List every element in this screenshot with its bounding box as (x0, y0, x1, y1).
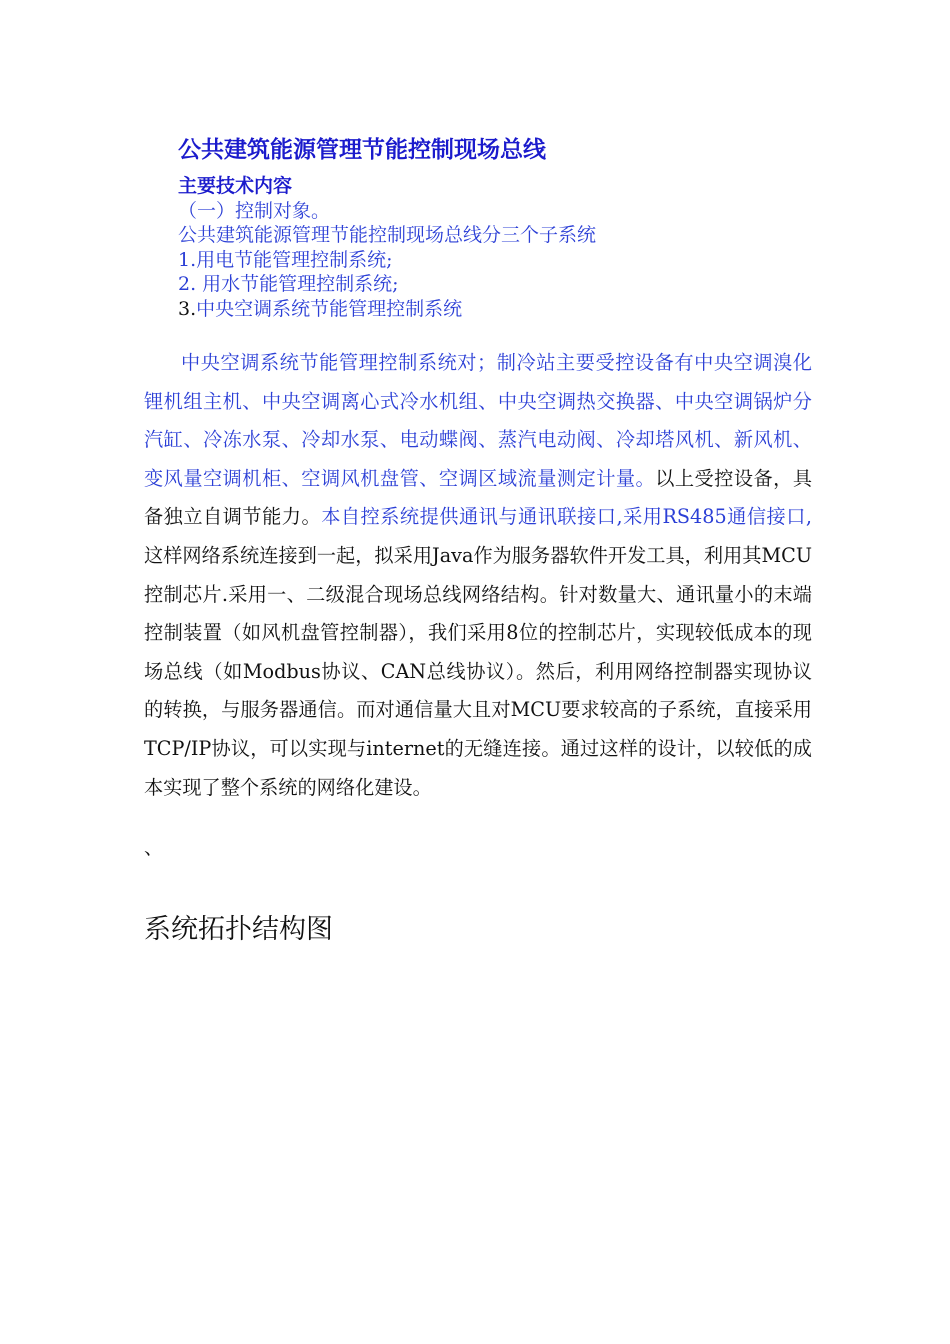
main-paragraph (144, 344, 812, 807)
paragraph-interface: 本自控系统提供通讯与通讯联接口,采用RS485通信接口, (321, 505, 813, 529)
subsystem-item-1-number: 1. (178, 248, 197, 271)
subsystem-item-1 (178, 248, 818, 273)
subsystems-summary-line: 公共建筑能源管理节能控制现场总线分三个子系统 (178, 224, 597, 246)
paragraph-network-design: 这样网络系统连接到一起，拟采用Java作为服务器软件开发工具，利用其MCU控制芯片.采用一、二级混合现场总线网络结构。针对数量大、通讯量小的末端控制装置（如风机盘管控制器），我们采用8位的控制芯片，实现较低成本的现场总线（如Modbus协议、CAN总线协议）。然后，利用网络控制器实现协议的转换，与服务器通信。而对通信量大且对MCU要求较高的子系统，直接采用TCP/IP协议，可以实现与internet的无缝连接。通过这样的设计，以较低的成本实现了整个系统的网络化建设。 (144, 543, 812, 799)
subsystem-item-1-text: 用电节能管理控制系统; (196, 248, 393, 271)
intro-block (178, 174, 818, 321)
subsystem-item-3-number: 3. (178, 297, 197, 320)
control-objects-line: （一）控制对象。 (178, 199, 331, 222)
subsystem-item-2: 2. 用水节能管理控制系统; (178, 273, 399, 295)
subsystem-item-3 (178, 297, 818, 322)
topology-diagram-title: 系统拓扑结构图 (144, 914, 333, 945)
paragraph-equipment-list: 中央空调系统节能管理控制系统对；制冷站主要受控设备有中央空调溴化锂机组主机、中央空调离心式冷水机组、中央空调热交换器、中央空调锅炉分汽缸、冷冻水泵、冷却水泵、电动蝶阀、蒸汽电动阀、冷却塔风机、新风机、变风量空调机柜、空调风机盘管、空调区域流量测定计量。 (144, 351, 812, 490)
subsystem-item-3-text: 中央空调系统节能管理控制系统 (196, 297, 463, 320)
section-subhead: 主要技术内容 (178, 175, 293, 197)
document-title: 公共建筑能源管理节能控制现场总线 (178, 137, 546, 163)
paragraph-self-regulation: 以上受控设备，具备独立自调节能力。 (144, 466, 813, 529)
stray-mark: 、 (144, 837, 164, 859)
